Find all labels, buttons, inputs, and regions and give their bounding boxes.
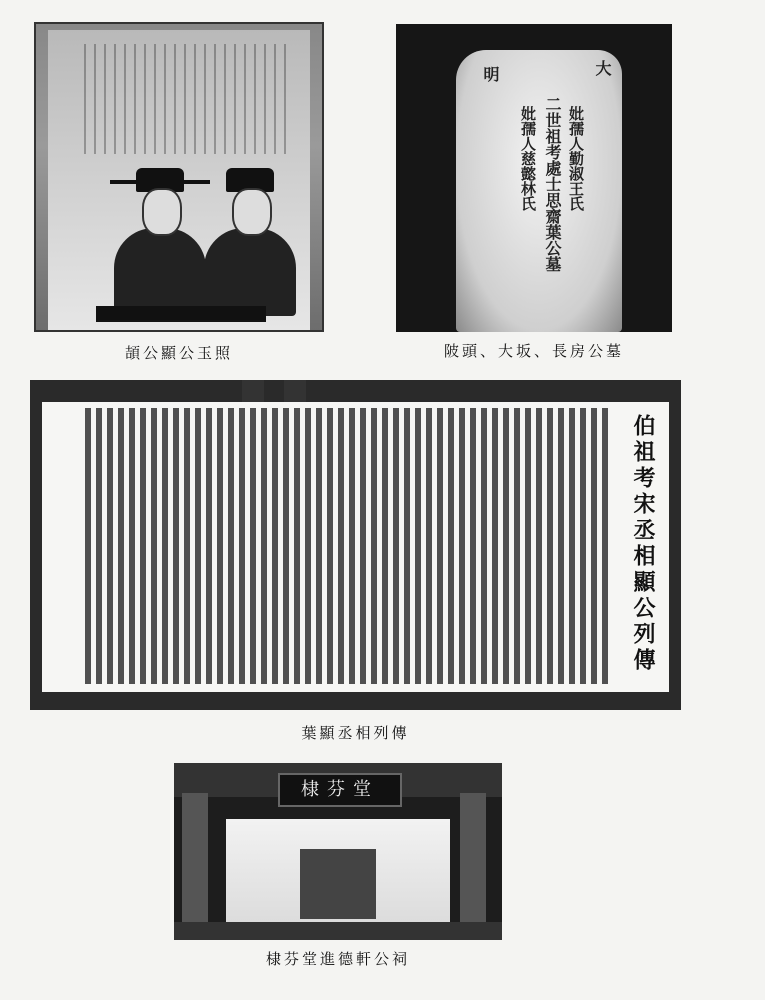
- portrait-base: [96, 306, 266, 322]
- hall-interior: [226, 819, 450, 923]
- biography-text-block: [82, 408, 612, 684]
- ancestor-portrait-photo: [34, 22, 324, 332]
- biography-board-photo: [30, 380, 681, 710]
- portrait-inscription-lines: [76, 44, 286, 154]
- tomb-top-right-char: 大: [593, 60, 612, 76]
- biography-title: 伯祖考宋丞相顯公列傳: [630, 414, 656, 674]
- biography-caption: 葉顯丞相列傳: [301, 724, 410, 742]
- ancestor-figure-left: [114, 166, 206, 316]
- tomb-photo: [396, 24, 672, 332]
- tomb-column-wife-wang: 妣孺人勤淑王氏: [567, 106, 585, 211]
- hall-caption: 棣芬堂進德軒公祠: [265, 950, 410, 968]
- tomb-caption: 陂頭、大坂、長房公墓: [443, 342, 624, 360]
- hall-plaque: 棣芬堂: [278, 773, 402, 807]
- tomb-column-wife-lin: 妣孺人慈懿林氏: [519, 106, 537, 211]
- ancestral-hall-photo: [174, 763, 502, 940]
- calligraphy-board: [42, 402, 669, 692]
- hall-altar: [300, 849, 376, 919]
- hall-pillar-right: [460, 793, 486, 940]
- tomb-top-left-char: 明: [481, 66, 500, 82]
- ancestor-figure-right: [204, 166, 296, 316]
- hall-floor: [174, 922, 502, 940]
- hall-pillar-left: [182, 793, 208, 940]
- tomb-main-column: 二世祖考處士思齋葉公墓: [543, 96, 562, 272]
- tombstone: [456, 50, 622, 332]
- portrait-caption: 頡公顯公玉照: [124, 344, 233, 362]
